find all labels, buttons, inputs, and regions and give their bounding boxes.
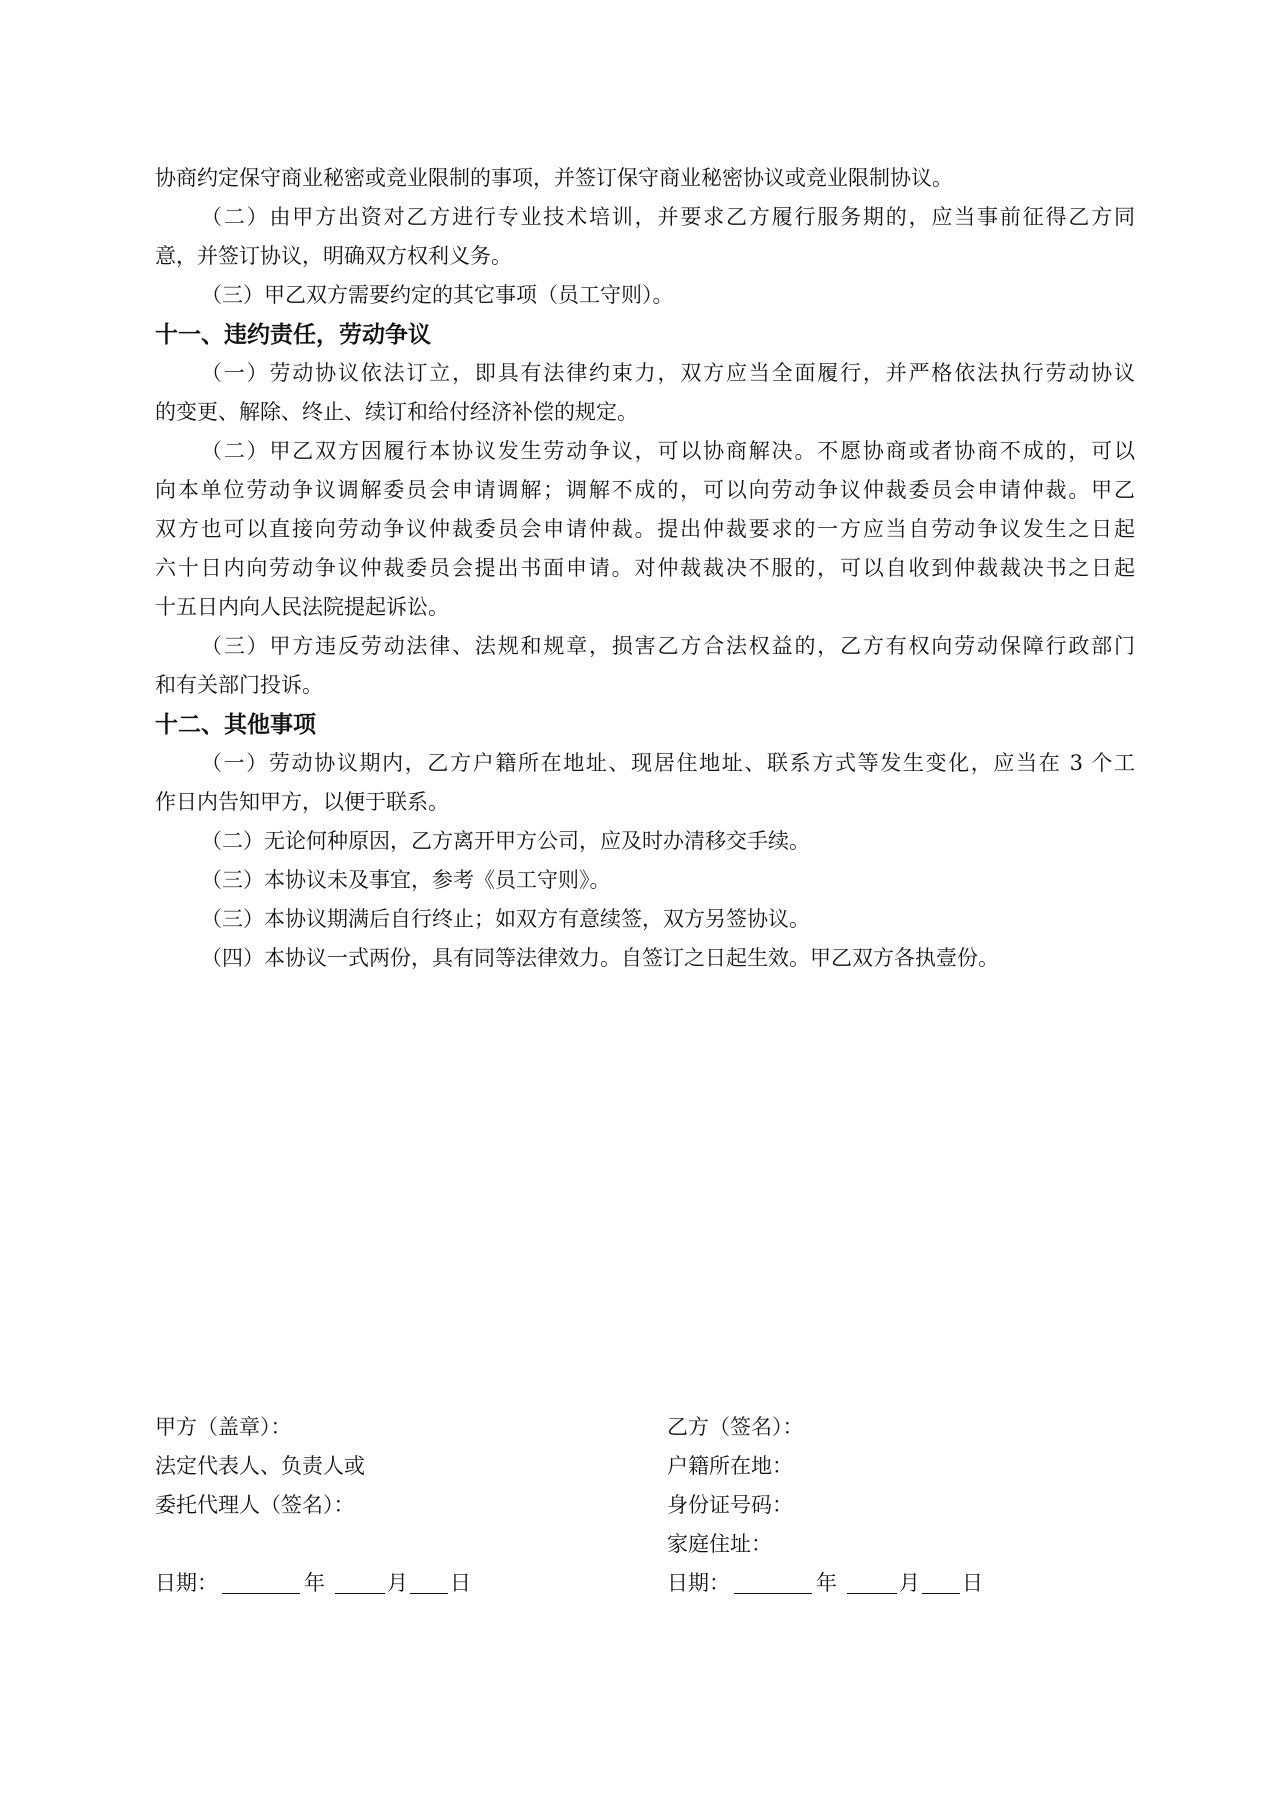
party-b-hukou-label: 户籍所在地：	[667, 1454, 793, 1478]
month-label: 月	[387, 1571, 408, 1595]
month-label: 月	[899, 1571, 920, 1595]
section-heading: 十二、其他事项	[155, 711, 316, 738]
year-blank	[734, 1569, 812, 1594]
party-b-sign-label: 乙方（签名）：	[667, 1415, 804, 1439]
text-line: （二）甲乙双方因履行本协议发生劳动争议，可以协商解决。不愿协商或者协商不成的，可以	[201, 439, 1135, 463]
year-label: 年	[816, 1571, 837, 1595]
text-line: （三）甲乙双方需要约定的其它事项（员工守则）。	[201, 283, 674, 307]
text-line: （三）本协议期满后自行终止；如双方有意续签，双方另签协议。	[201, 907, 810, 931]
text-line: 和有关部门投诉。	[155, 673, 323, 697]
text-line: 作日内告知甲方，以便于联系。	[155, 790, 449, 814]
party-b-signature-block	[667, 1408, 1147, 1603]
text-line: 的变更、解除、终止、续订和给付经济补偿的规定。	[155, 400, 638, 424]
party-a-date	[155, 1564, 635, 1603]
text-line: 向本单位劳动争议调解委员会申请调解；调解不成的，可以向劳动争议仲裁委员会申请仲裁。甲乙	[155, 478, 1135, 502]
day-label: 日	[962, 1571, 983, 1595]
date-label: 日期：	[667, 1571, 730, 1595]
year-blank	[222, 1569, 300, 1594]
day-blank	[922, 1569, 960, 1594]
day-blank	[410, 1569, 448, 1594]
section-heading: 十一、违约责任，劳动争议	[155, 321, 431, 348]
party-b-date	[667, 1564, 1147, 1603]
party-a-signature-block	[155, 1408, 635, 1603]
text-line: （二）无论何种原因，乙方离开甲方公司，应及时办清移交手续。	[201, 829, 810, 853]
party-b-address-label: 家庭住址：	[667, 1532, 772, 1556]
text-line: 六十日内向劳动争议仲裁委员会提出书面申请。对仲裁裁决不服的，可以自收到仲裁裁决书之日起	[155, 556, 1135, 580]
text-line: 十五日内向人民法院提起诉讼。	[155, 595, 449, 619]
text-line: （四）本协议一式两份，具有同等法律效力。自签订之日起生效。甲乙双方各执壹份。	[201, 946, 999, 970]
text-line: （三）甲方违反劳动法律、法规和规章，损害乙方合法权益的，乙方有权向劳动保障行政部门	[201, 634, 1135, 658]
text-line: （一）劳动协议依法订立，即具有法律约束力，双方应当全面履行，并严格依法执行劳动协议	[201, 361, 1135, 385]
text-line: 协商约定保守商业秘密或竞业限制的事项，并签订保守商业秘密协议或竞业限制协议。	[155, 166, 953, 190]
contract-body	[155, 159, 1135, 978]
text-line: 双方也可以直接向劳动争议仲裁委员会申请仲裁。提出仲裁要求的一方应当自劳动争议发生之日起	[155, 517, 1135, 541]
text-line: （三）本协议未及事宜，参考《员工守则》。	[201, 868, 611, 892]
day-label: 日	[450, 1571, 471, 1595]
month-blank	[335, 1569, 385, 1594]
party-a-agent-label: 委托代理人（签名）：	[155, 1493, 355, 1517]
party-a-seal-label: 甲方（盖章）：	[155, 1415, 292, 1439]
month-blank	[847, 1569, 897, 1594]
text-line: （二）由甲方出资对乙方进行专业技术培训，并要求乙方履行服务期的，应当事前征得乙方同	[201, 205, 1135, 229]
spacer	[155, 1525, 635, 1564]
text-line: （一）劳动协议期内，乙方户籍所在地址、现居住地址、联系方式等发生变化，应当在 3 个工	[201, 751, 1135, 775]
text-line: 意，并签订协议，明确双方权利义务。	[155, 244, 512, 268]
year-label: 年	[304, 1571, 325, 1595]
party-a-rep-label: 法定代表人、负责人或	[155, 1454, 365, 1478]
party-b-id-label: 身份证号码：	[667, 1493, 793, 1517]
date-label: 日期：	[155, 1571, 218, 1595]
